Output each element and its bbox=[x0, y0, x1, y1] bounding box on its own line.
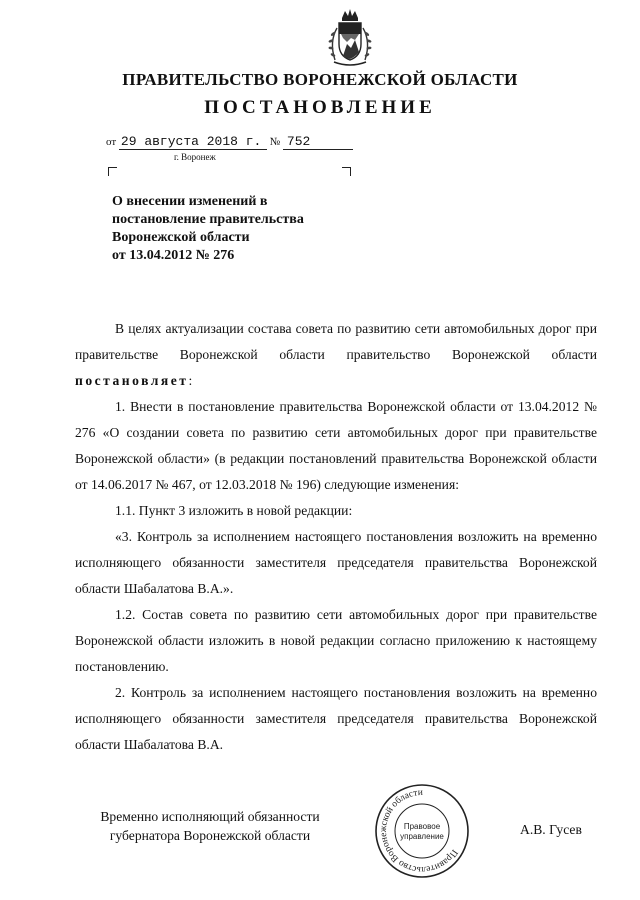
document-subject bbox=[112, 193, 372, 265]
paragraph-item-1-2: 1.2. Состав совета по развитию сети автомобильных дорог при правительстве Воронежской области изложить в новой редакции согласно приложению к настоящему постановлению. bbox=[75, 607, 597, 674]
document-date: 29 августа 2018 г. bbox=[119, 134, 267, 150]
number-prefix: № bbox=[269, 136, 281, 148]
subject-line: постановление правительства bbox=[112, 212, 304, 227]
paragraph-item-1-1-quote: «3. Контроль за исполнением настоящего постановления возложить на временно исполняющего обязанности заместителя председателя правительства Воронежской области Шабалатова В.А.». bbox=[75, 529, 597, 596]
document-type: ПОСТАНОВЛЕНИЕ bbox=[204, 97, 436, 118]
svg-text:Правительство Воронежской обла bbox=[374, 783, 470, 879]
signer-name: А.В. Гусев bbox=[520, 822, 582, 837]
paragraph-preamble bbox=[75, 316, 597, 394]
signer-position bbox=[80, 807, 340, 845]
paragraph-item-1: 1. Внести в постановление правительства Воронежской области от 13.04.2012 № 276 «О создании совета по развитию сети автомобильных дорог при правительстве Воронежской области» (в редакции постановлений правительства Воронежской области от 14.06.2017 № 467, от 12.03.2018 № 196) следующие изменения: bbox=[75, 399, 597, 492]
subject-bracket-right bbox=[342, 167, 351, 176]
seal-center-line: Правовое bbox=[403, 822, 441, 831]
paragraph-item-2: 2. Контроль за исполнением настоящего постановления возложить на временно исполняющего обязанности заместителя председателя правительства Воронежской области Шабалатова В.А. bbox=[75, 685, 597, 752]
seal-center-line: управление bbox=[400, 832, 444, 841]
document-number: 752 bbox=[283, 134, 353, 150]
subject-line: от 13.04.2012 № 276 bbox=[112, 248, 235, 263]
seal-ring-text: Правительство Воронежской области bbox=[378, 787, 460, 875]
document-city: г. Воронеж bbox=[174, 152, 216, 162]
round-seal-icon bbox=[374, 783, 470, 879]
signer-position-line: Временно исполняющий обязанности bbox=[100, 809, 320, 824]
government-name: ПРАВИТЕЛЬСТВО ВОРОНЕЖСКОЙ ОБЛАСТИ bbox=[122, 70, 518, 89]
preamble-decree-word: постановляет bbox=[75, 373, 189, 388]
paragraph-item-1-1: 1.1. Пункт 3 изложить в новой редакции: bbox=[115, 503, 353, 518]
subject-bracket-left bbox=[108, 167, 117, 176]
document-body bbox=[75, 316, 597, 758]
signer-position-line: губернатора Воронежской области bbox=[109, 828, 311, 843]
subject-line: Воронежской области bbox=[112, 230, 250, 245]
registration-row bbox=[106, 134, 353, 150]
date-prefix: от bbox=[106, 136, 117, 148]
subject-line: О внесении изменений в bbox=[112, 194, 268, 209]
preamble-text: В целях актуализации состава совета по развитию сети автомобильных дорог при правительстве Воронежской области правительство Воронежской области bbox=[75, 321, 597, 362]
coat-of-arms-icon bbox=[325, 8, 375, 70]
preamble-colon: : bbox=[188, 373, 193, 388]
